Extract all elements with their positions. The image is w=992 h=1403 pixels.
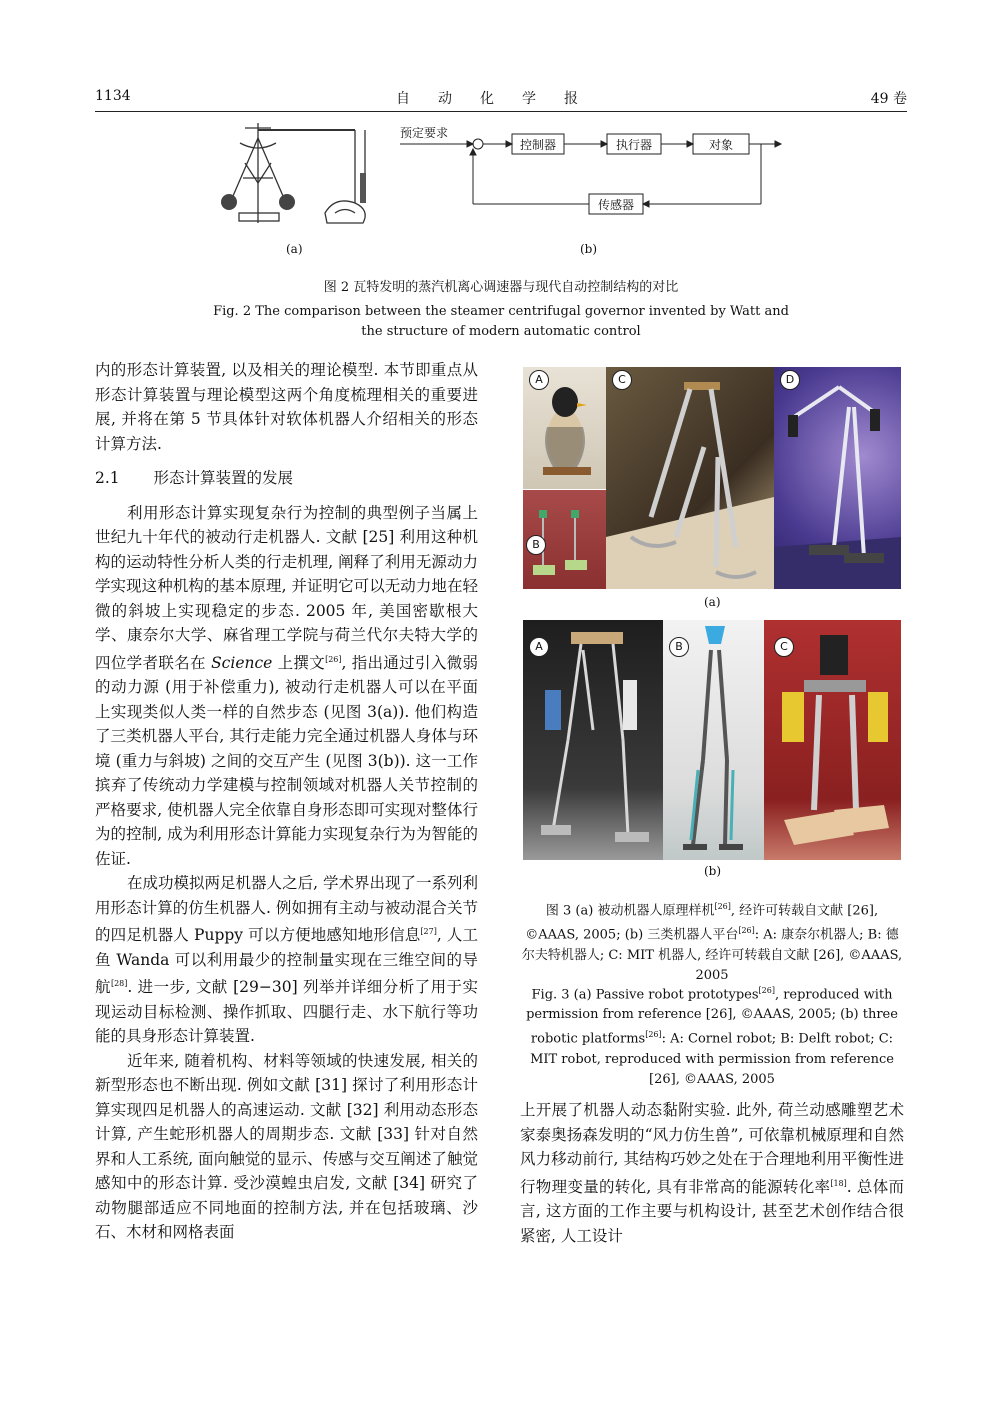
header-rule [95,111,907,112]
fig2-sub-b: (b) [580,242,598,256]
penguin-robot-photo: A [523,367,606,489]
wooden-walker-photo: B [523,490,606,589]
fig3-caption-en: Fig. 3 (a) Passive robot prototypes[26], reproduced with permission from reference [26], ©AAAS, 2005; (b) three robotic platforms[26]: A: Cornel robot; B: Delft robot; C: MIT robot, reproduced with permission from reference [26], ©AAAS, 2005 [526,986,898,1087]
actuator-label: 执行器 [615,138,652,152]
watt-governor-drawing [215,118,375,238]
intro-paragraph: 内的形态计算装置, 以及相关的理论模型. 本节即重点从形态计算装置与理论模型这两个角度梳理相关的重要进展, 并将在第 5 节具体针对软体机器人介绍相关的形态计算方法. [95,361,478,453]
fig2-caption-en-1: Fig. 2 The comparison between the steamer centrifugal governor invented by Watt and [213,304,789,319]
section-number: 2.1 [95,469,120,487]
cornell-robot-photo: A [523,620,663,860]
controller-label: 控制器 [519,138,556,152]
right-column [520,1098,904,1248]
fig3-sub-b: (b) [704,864,722,878]
mit-robot-photo: C [764,620,901,860]
page-number: 1134 [95,88,131,104]
paragraph-bionic-robots: 在成功模拟两足机器人之后, 学术界出现了一系列利用形态计算的仿生机器人. 例如拥有主动与被动混合关节的四足机器人 Puppy 可以方便地感知地形信息[27], 人工鱼 Wanda 可以利用最少的控制量实现在三维空间的导航[28]. 进一步, 文献 [29−30] 列举并详细分析了用于实现运动目标检测、操作抓取、四腿行走、水下航行等功能的具身形态计算装置. [95,874,479,1046]
page-header [95,88,907,110]
delft-robot-photo: B [663,620,764,860]
section-heading [95,466,478,491]
journal-title: 自动化学报 [396,91,606,107]
paragraph-recent-work: 近年来, 随着机构、材料等领域的快速发展, 相关的新型形态也不断出现. 例如文献 [31] 探讨了利用形态计算实现四足机器人的高速运动. 文献 [32] 利用动态形态计算, 产生蛇形机器人的周期步态. 文献 [33] 针对自然界和人工系统, 面向触觉的显示、传感与交互阐述了触觉感知中的形态计算. 受沙漠蝗虫启发, 文献 [34] 研究了动物腿部适应不同地面的控制方法, 并在包括玻璃、沙石、木材和网格表面 [95,1051,478,1242]
paragraph-passive-walking: 利用形态计算实现复杂行为控制的典型例子当属上世纪九十年代的被动行走机器人. 文献 [25] 利用这种机构的运动特性分析人类的行走机理, 阐释了利用无源动力学实现这种机构的基本原理, 并证明它可以无动力地在轻微的斜坡上实现稳定的步态. 2005 年, 美国密歇根大学、康奈尔大学、麻省理工学院与荷兰代尔夫特大学的四位学者联名在 Science 上撰文[26], 指出通过引入微弱的动力源 (用于补偿重力), 被动行走机器人可以在平面上实现类似人类一样的自然步态 (见图 3(a)). 他们构造了三类机器人平台, 其行走能力完全通过机器人身体与环境 (重力与斜坡) 之间的交互产生 (见图 3(b)). 这一工作摈弃了传统动力学建模与控制领域对机器人关节控制的严格要求, 使机器人完全依靠自身形态即可实现对整体行为的控制, 成为利用形态计算能力实现复杂行为为智能的佐证. [95,503,478,868]
plant-label: 对象 [708,138,733,152]
fig2-sub-a: (a) [286,242,303,256]
fig3-caption-cn: 图 3 (a) 被动机器人原理样机[26], 经许可转载自文献 [26], ©AAAS, 2005; (b) 三类机器人平台[26]: A: 康奈尔机器人; B: 德尔夫特机器人; C: MIT 机器人, 经许可转载自文献 [26], ©AAAS, 2005 [521,902,903,983]
fig2-caption-en-2: the structure of modern automatic control [361,324,641,339]
section-title: 形态计算装置的发展 [153,469,294,487]
volume-label: 49 卷 [870,91,907,107]
input-label: 预定要求 [400,126,449,140]
cornell-walker-photo: C [606,367,774,589]
left-column [95,358,478,1245]
delft-walker-photo: D [774,367,901,589]
fig2-caption-cn: 图 2 瓦特发明的蒸汽机离心调速器与现代自动控制结构的对比 [323,280,679,295]
sensor-label: 传感器 [597,198,634,212]
fig3-sub-a: (a) [704,595,721,609]
paragraph-continuation: 上开展了机器人动态黏附实验. 此外, 荷兰动感雕塑艺术家泰奥扬森发明的“风力仿生兽”, 可依靠机械原理和自然风力移动前行, 其结构巧妙之处在于合理地利用平衡性进行物理变量的转化, 具有非常高的能源转化率[18]. 总体而言, 这方面的工作主要与机构设计, 甚至艺术创作结合很紧密, 人工设计 [520,1101,904,1245]
